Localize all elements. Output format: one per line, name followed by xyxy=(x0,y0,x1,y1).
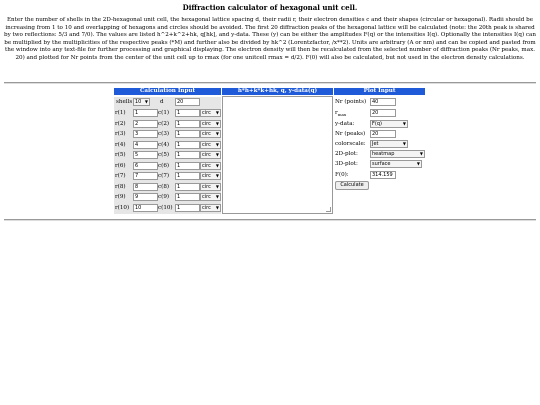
shape-select[interactable] xyxy=(200,183,221,191)
shape-value: circ xyxy=(202,131,211,137)
c-input[interactable]: 1 xyxy=(175,130,200,138)
output-text xyxy=(223,97,332,99)
chevron-down-icon: ▼ xyxy=(215,184,219,189)
shape-select[interactable] xyxy=(200,130,221,138)
npeaks-label: Nr (peaks) xyxy=(335,131,366,137)
chevron-down-icon: ▼ xyxy=(402,141,406,146)
ydata-value: F(q) xyxy=(372,121,382,127)
ydata-select[interactable] xyxy=(370,120,408,128)
plot2d-label: 2D-plot: xyxy=(335,151,358,157)
shape-value: circ xyxy=(202,184,211,190)
c-label: c(3) xyxy=(158,131,170,137)
chevron-down-icon: ▼ xyxy=(402,121,406,126)
r-label: r(9) xyxy=(115,194,126,200)
r-label: r(7) xyxy=(115,173,126,179)
c-label: c(5) xyxy=(158,152,170,158)
shells-select[interactable] xyxy=(133,98,150,106)
page-title: Diffraction calculator of hexagonal unit cell. xyxy=(182,3,358,12)
r-label: r(3) xyxy=(115,131,126,137)
c-label: c(2) xyxy=(158,121,170,127)
f0-input[interactable]: 314.159 xyxy=(370,171,396,179)
plot3d-value: surface xyxy=(372,161,391,167)
c-label: c(10) xyxy=(158,205,173,211)
colorscale-select[interactable] xyxy=(370,140,408,148)
chevron-down-icon: ▼ xyxy=(215,205,219,210)
plot2d-select[interactable] xyxy=(370,150,425,158)
d-label: d xyxy=(160,99,164,105)
divider-bottom xyxy=(4,219,536,221)
output-header: h*h+k*k+hk, q, y-data(q) xyxy=(222,88,333,95)
chevron-down-icon: ▼ xyxy=(215,142,219,147)
c-input[interactable]: 1 xyxy=(175,204,200,212)
c-label: c(4) xyxy=(158,142,170,148)
c-input[interactable]: 1 xyxy=(175,151,200,159)
shape-value: circ xyxy=(202,121,211,127)
r-input[interactable]: 1 xyxy=(133,109,158,117)
r-label: r(8) xyxy=(115,184,126,190)
shape-value: circ xyxy=(202,194,211,200)
rmax-label-sub: max xyxy=(337,112,347,118)
chevron-down-icon: ▼ xyxy=(215,163,219,168)
r-label: r(6) xyxy=(115,163,126,169)
chevron-down-icon: ▼ xyxy=(215,131,219,136)
c-input[interactable]: 1 xyxy=(175,193,200,201)
r-label: r(4) xyxy=(115,142,126,148)
chevron-down-icon: ▼ xyxy=(419,151,423,156)
shape-value: circ xyxy=(202,110,211,116)
f0-label: F(0): xyxy=(335,172,349,178)
r-label: r(10) xyxy=(115,205,130,211)
c-label: c(9) xyxy=(158,194,170,200)
divider-top xyxy=(4,82,536,84)
plot-input-header: Plot Input xyxy=(334,88,425,95)
colorscale-value: Jet xyxy=(372,141,379,147)
c-input[interactable]: 1 xyxy=(175,141,200,149)
shape-select[interactable] xyxy=(200,162,221,170)
r-input[interactable]: 4 xyxy=(133,141,158,149)
c-input[interactable]: 1 xyxy=(175,120,200,128)
shape-select[interactable] xyxy=(200,109,221,117)
chevron-down-icon: ▼ xyxy=(215,152,219,157)
chevron-down-icon: ▼ xyxy=(215,194,219,199)
shape-value: circ xyxy=(202,173,211,179)
shells-value: 10 xyxy=(135,99,142,105)
r-input[interactable]: 10 xyxy=(133,204,158,212)
d-input[interactable]: 20 xyxy=(175,98,200,106)
npoints-label: Nr (points) xyxy=(335,99,367,105)
resize-grip-icon[interactable] xyxy=(326,207,331,212)
r-input[interactable]: 2 xyxy=(133,120,158,128)
shape-select[interactable] xyxy=(200,172,221,180)
c-label: c(6) xyxy=(158,163,170,169)
c-input[interactable]: 1 xyxy=(175,183,200,191)
shape-value: circ xyxy=(202,205,211,211)
chevron-down-icon: ▼ xyxy=(215,110,219,115)
r-label: r(1) xyxy=(115,110,126,116)
chevron-down-icon: ▼ xyxy=(215,121,219,126)
plot3d-select[interactable] xyxy=(370,160,422,168)
shape-select[interactable] xyxy=(200,151,221,159)
r-input[interactable]: 7 xyxy=(133,172,158,180)
calculate-button[interactable]: Calculate xyxy=(335,181,369,190)
colorscale-label: colorscale: xyxy=(335,141,366,147)
shape-select[interactable] xyxy=(200,204,221,212)
shape-value: circ xyxy=(202,163,211,169)
r-input[interactable]: 3 xyxy=(133,130,158,138)
rmax-label-main: r xyxy=(335,110,338,116)
rmax-input[interactable]: 20 xyxy=(370,109,396,117)
r-label: r(5) xyxy=(115,152,126,158)
r-input[interactable]: 6 xyxy=(133,162,158,170)
c-input[interactable]: 1 xyxy=(175,162,200,170)
shape-select[interactable] xyxy=(200,120,221,128)
calculation-input-header: Calculation Input xyxy=(114,88,221,95)
output-textarea[interactable] xyxy=(222,96,333,214)
intro-text: Enter the number of shells in the 2D-hexagonal unit cell, the hexagonal lattice spacing d, their radii r, their electron densities c and their shapes (circular or hexagonal). Radii should be increasing from 1 to 10 and overlapping of hexagons and circles should be avoided. The first 20 diffraction peaks of the hexagonal lattice will be calculated (note: the 20th peak is shared by two reflections: 5/3 and 7/0). The values are listed h^2+k^2+hk, q[hk], and y-data. These (y) can be either the amplitudes F(q) or the intensities I(q). Optionally the intensities I(q) can be multiplied by the multiplicities of the respective peaks (*M) and further also be divided by hk^2 (Lorentzfactor, /x**2). Units are arbitrary (A or nm) and can be copied and pasted from the window into any text-file for further processing and graphical displaying. The electron density will then be recalculated from the selected number of diffraction peaks (Nr peaks, max. 20) and plotted for Nr points from the center of the unit cell up to rmax (for one unitcell rmax = d/2). F(0) will also be calculated, but not used in the electron density calculations. xyxy=(4,17,536,61)
r-label: r(2) xyxy=(115,121,126,127)
chevron-down-icon: ▼ xyxy=(416,161,420,166)
shells-label: shells xyxy=(116,99,133,105)
ydata-label: y-data: xyxy=(335,121,355,127)
rmax-label xyxy=(335,109,346,117)
shape-select[interactable] xyxy=(200,193,221,201)
shape-value: circ xyxy=(202,152,211,158)
c-label: c(1) xyxy=(158,110,170,116)
r-input[interactable]: 8 xyxy=(133,183,158,191)
c-label: c(7) xyxy=(158,173,170,179)
shape-value: circ xyxy=(202,142,211,148)
npeaks-input[interactable]: 20 xyxy=(370,130,396,138)
r-input[interactable]: 9 xyxy=(133,193,158,201)
plot3d-label: 3D-plot: xyxy=(335,161,358,167)
npoints-input[interactable]: 40 xyxy=(370,98,396,106)
c-label: c(8) xyxy=(158,184,170,190)
c-input[interactable]: 1 xyxy=(175,109,200,117)
shape-select[interactable] xyxy=(200,141,221,149)
plot2d-value: heatmap xyxy=(372,151,395,157)
r-input[interactable]: 5 xyxy=(133,151,158,159)
chevron-down-icon: ▼ xyxy=(215,173,219,178)
chevron-down-icon: ▼ xyxy=(144,99,148,104)
c-input[interactable]: 1 xyxy=(175,172,200,180)
